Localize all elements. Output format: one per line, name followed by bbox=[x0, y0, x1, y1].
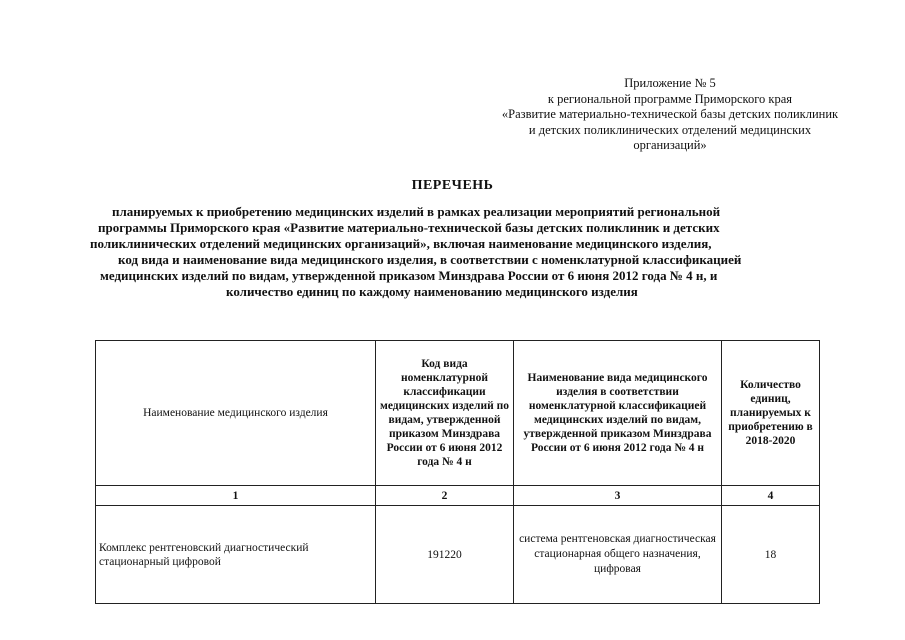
appendix-line: и детских поликлинических отделений медицинских bbox=[528, 122, 812, 137]
appendix-header bbox=[470, 76, 870, 154]
appendix-line: организаций» bbox=[633, 138, 707, 152]
column-number: 4 bbox=[722, 486, 820, 506]
table-header-row bbox=[96, 341, 820, 486]
subtitle-line: медицинских изделий по видам, утвержденной приказом Минздрава России от 6 июня 2012 года № 4 н, и bbox=[100, 268, 718, 283]
column-number: 1 bbox=[96, 486, 376, 506]
header-quantity: Количество единиц, планируемых к приобретению в 2018-2020 bbox=[722, 341, 820, 486]
subtitle-line: код вида и наименование вида медицинского изделия, в соответствии с номенклатурной классификацией bbox=[118, 252, 742, 267]
column-number: 3 bbox=[514, 486, 722, 506]
subtitle-line: количество единиц по каждому наименованию медицинского изделия bbox=[226, 284, 638, 299]
column-number: 2 bbox=[376, 486, 514, 506]
devices-table bbox=[95, 340, 820, 604]
cell-device-name: Комплекс рентгеновский диагностический стационарный цифровой bbox=[96, 506, 376, 604]
appendix-line: к региональной программе Приморского края bbox=[547, 91, 793, 106]
table-row bbox=[96, 506, 820, 604]
appendix-line: Приложение № 5 bbox=[624, 76, 716, 90]
document-subtitle bbox=[90, 204, 850, 300]
header-device-name: Наименование медицинского изделия bbox=[96, 341, 376, 486]
appendix-line: «Развитие материально-технической базы детских поликлиник bbox=[501, 107, 839, 121]
subtitle-line: программы Приморского края «Развитие материально-технической базы детских поликлиник и детских bbox=[98, 220, 720, 235]
cell-type-name: система рентгеновская диагностическая стационарная общего назначения, цифровая bbox=[514, 506, 722, 604]
header-type-code: Код вида номенклатурной классификации медицинских изделий по видам, утвержденной приказом Минздрава России от 6 июня 2012 года № 4 н bbox=[376, 341, 514, 486]
document-title: ПЕРЕЧЕНЬ bbox=[411, 178, 494, 193]
subtitle-line: планируемых к приобретению медицинских изделий в рамках реализации мероприятий региональной bbox=[112, 204, 721, 219]
cell-quantity: 18 bbox=[722, 506, 820, 604]
header-type-name: Наименование вида медицинского изделия в соответствии номенклатурной классификацией медицинских изделий по видам, утвержденной приказом Минздрава России от 6 июня 2012 года № 4 н bbox=[514, 341, 722, 486]
subtitle-line: поликлинических отделений медицинских организаций», включая наименование медицинского изделия, bbox=[90, 236, 712, 251]
column-number-row bbox=[96, 486, 820, 506]
cell-type-code: 191220 bbox=[376, 506, 514, 604]
